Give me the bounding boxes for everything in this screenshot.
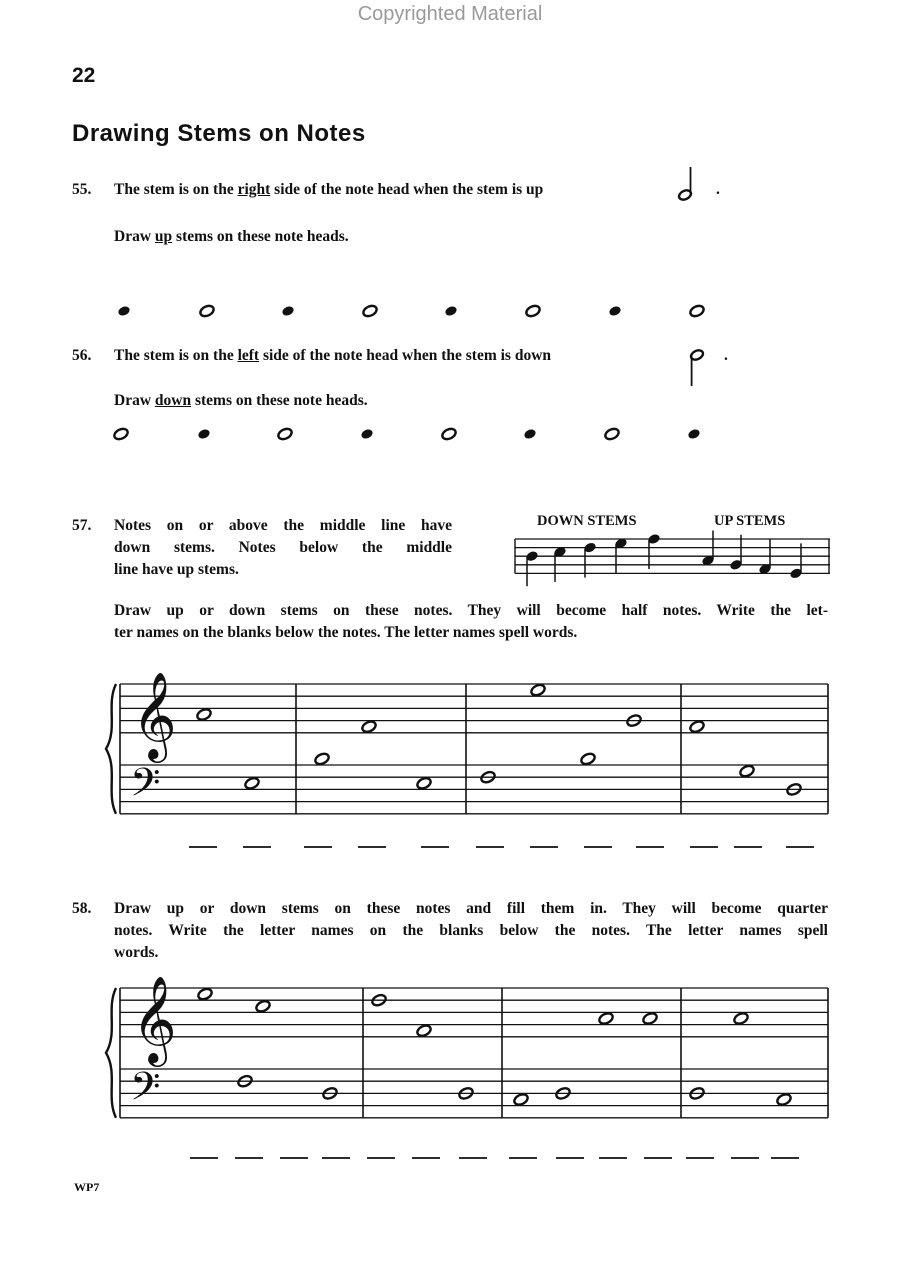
exercise-number: 55.	[72, 181, 92, 198]
exercise-55-statement: 55. The stem is on the right side of the note head when the stem is up	[72, 179, 543, 201]
exercise-55-instruction: Draw up stems on these note heads.	[114, 228, 349, 245]
keyword: up	[154, 228, 173, 245]
up-stems-label: UP STEMS	[714, 513, 786, 529]
exercise-58-statement: 58. Draw up or down stems on these notes and fill them in. They will become quarter notes. Write the letter names on the blanks below the notes. The letter names spell words.	[72, 900, 828, 961]
page-number: 22	[72, 64, 96, 87]
page-title: Drawing Stems on Notes	[72, 120, 366, 147]
period: .	[716, 181, 720, 198]
period: .	[724, 347, 728, 364]
treble-clef-icon: 𝄞	[132, 670, 177, 759]
keyword: left	[237, 347, 260, 364]
exercise-number: 58.	[72, 900, 92, 917]
bass-clef-icon: 𝄢	[130, 760, 161, 816]
exercise-57-statement: 57. Notes on or above the middle line have down stems. Notes below the middle line have up stems.	[72, 517, 452, 578]
exercise-number: 56.	[72, 347, 92, 364]
exercise-57-instruction: Draw up or down stems on these notes. They will become half notes. Write the let- ter names on the blanks below the notes. The letter names spell words.	[114, 602, 828, 641]
publication-code: WP7	[74, 1180, 100, 1194]
exercise-56-statement: 56. The stem is on the left side of the note head when the stem is down	[72, 345, 551, 367]
exercise-number: 57.	[72, 517, 92, 534]
copyright-watermark: Copyrighted Material	[357, 3, 543, 25]
keyword: right	[237, 181, 271, 198]
keyword: down	[154, 392, 192, 409]
treble-clef-icon: 𝄞	[132, 974, 177, 1063]
bass-clef-icon: 𝄢	[130, 1064, 161, 1120]
down-stems-label: DOWN STEMS	[537, 513, 637, 529]
exercise-56-instruction: Draw down stems on these note heads.	[114, 392, 368, 409]
